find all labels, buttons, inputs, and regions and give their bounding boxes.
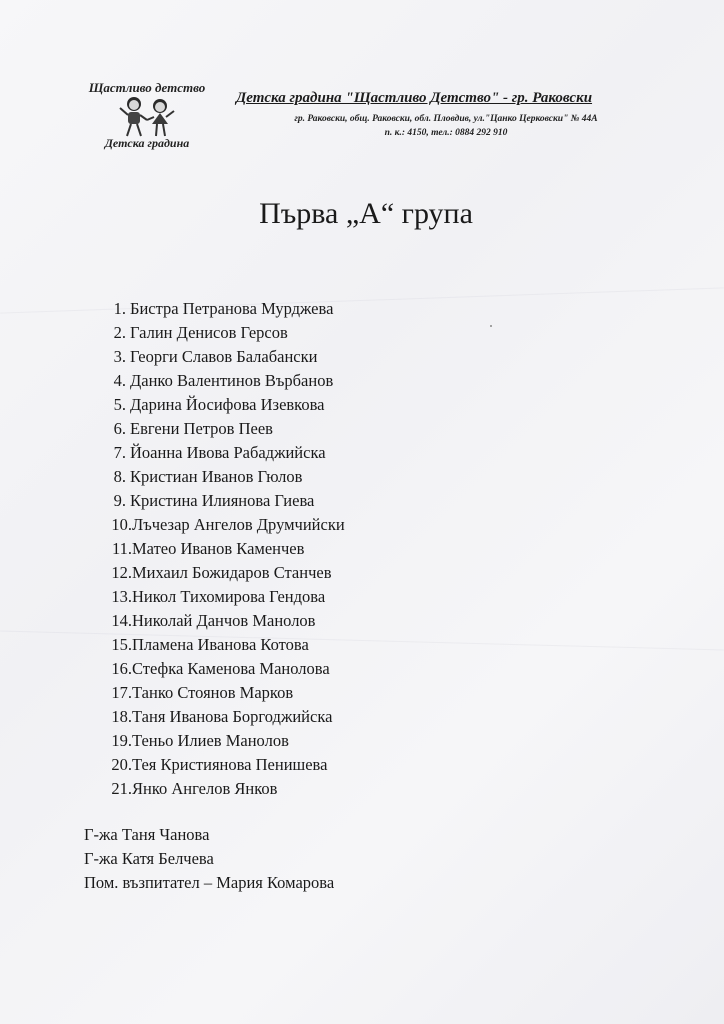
list-item xyxy=(96,345,345,369)
list-item xyxy=(96,417,345,441)
group-title: Първа „А“ група xyxy=(259,197,473,230)
list-item xyxy=(96,729,345,753)
list-item xyxy=(96,441,345,465)
list-item xyxy=(96,609,345,633)
item-number: 11. xyxy=(111,539,132,558)
child-name: Янко Ангелов Янков xyxy=(132,779,278,798)
child-name: Михаил Божидаров Станчев xyxy=(132,563,332,582)
item-number: 12. xyxy=(111,563,132,582)
item-number: 7. xyxy=(113,443,126,462)
staff-item: Г-жа Катя Белчева xyxy=(84,849,214,868)
child-name: Георги Славов Балабански xyxy=(130,347,318,366)
list-item xyxy=(96,297,345,321)
item-number: 8. xyxy=(113,467,126,486)
child-name: Николай Данчов Манолов xyxy=(132,611,316,630)
list-item xyxy=(96,369,345,393)
list-item xyxy=(96,705,345,729)
child-name: Танко Стоянов Марков xyxy=(132,683,294,702)
item-number: 4. xyxy=(113,371,126,390)
child-name: Пламена Иванова Котова xyxy=(132,635,309,654)
child-name: Данко Валентинов Върбанов xyxy=(130,371,334,390)
item-number: 1. xyxy=(113,299,126,318)
kindergarten-logo xyxy=(84,80,210,156)
item-number: 18. xyxy=(111,707,132,726)
list-item xyxy=(96,681,345,705)
item-number: 21. xyxy=(111,779,132,798)
list-item xyxy=(96,657,345,681)
logo-text-top: Щастливо детство xyxy=(88,80,206,95)
children-figures-icon xyxy=(114,94,180,140)
child-name: Йоанна Ивова Рабаджийска xyxy=(130,443,326,462)
child-name: Галин Денисов Герсов xyxy=(130,323,288,342)
staff-list xyxy=(84,823,334,895)
item-number: 19. xyxy=(111,731,132,750)
list-item xyxy=(96,393,345,417)
child-name: Кристиан Иванов Гюлов xyxy=(130,467,303,486)
item-number: 10. xyxy=(111,515,132,534)
item-number: 15. xyxy=(111,635,132,654)
list-item xyxy=(96,753,345,777)
item-number: 6. xyxy=(113,419,126,438)
logo-text-bottom: Детска градина xyxy=(104,136,190,150)
item-number: 20. xyxy=(111,755,132,774)
child-name: Бистра Петранова Мурджева xyxy=(130,299,334,318)
list-item xyxy=(96,633,345,657)
item-number: 9. xyxy=(113,491,126,510)
child-name: Теньо Илиев Манолов xyxy=(132,731,289,750)
item-number: 16. xyxy=(111,659,132,678)
item-number: 5. xyxy=(113,395,126,414)
item-number: 17. xyxy=(111,683,132,702)
list-item xyxy=(96,777,345,801)
header-title: Детска градина "Щастливо Детство" - гр. Раковски xyxy=(236,90,593,106)
list-item xyxy=(96,585,345,609)
child-name: Лъчезар Ангелов Друмчийски xyxy=(132,515,345,534)
list-item xyxy=(96,537,345,561)
child-name: Стефка Каменова Манолова xyxy=(132,659,330,678)
child-name: Кристина Илиянова Гиева xyxy=(130,491,315,510)
list-item xyxy=(96,465,345,489)
child-name: Дарина Йосифова Изевкова xyxy=(130,395,325,414)
children-list xyxy=(96,297,345,801)
child-name: Никол Тихомирова Гендова xyxy=(132,587,326,606)
child-name: Евгени Петров Пеев xyxy=(130,419,273,438)
item-number: 13. xyxy=(111,587,132,606)
item-number: 3. xyxy=(113,347,126,366)
staff-item: Пом. възпитател – Мария Комарова xyxy=(84,873,335,892)
child-name: Таня Иванова Боргоджийска xyxy=(132,707,333,726)
header-contacts: п. к.: 4150, тел.: 0884 292 910 xyxy=(384,128,508,138)
list-item xyxy=(96,321,345,345)
child-name: Тея Кристиянова Пенишева xyxy=(132,755,328,774)
speck xyxy=(490,325,492,327)
header-address: гр. Раковски, общ. Раковски, обл. Пловдив, ул."Цанко Церковски" № 44А xyxy=(294,114,598,124)
item-number: 2. xyxy=(113,323,126,342)
list-item xyxy=(96,561,345,585)
list-item xyxy=(96,489,345,513)
child-name: Матео Иванов Каменчев xyxy=(132,539,305,558)
staff-item: Г-жа Таня Чанова xyxy=(84,825,210,844)
list-item xyxy=(96,513,345,537)
item-number: 14. xyxy=(111,611,132,630)
